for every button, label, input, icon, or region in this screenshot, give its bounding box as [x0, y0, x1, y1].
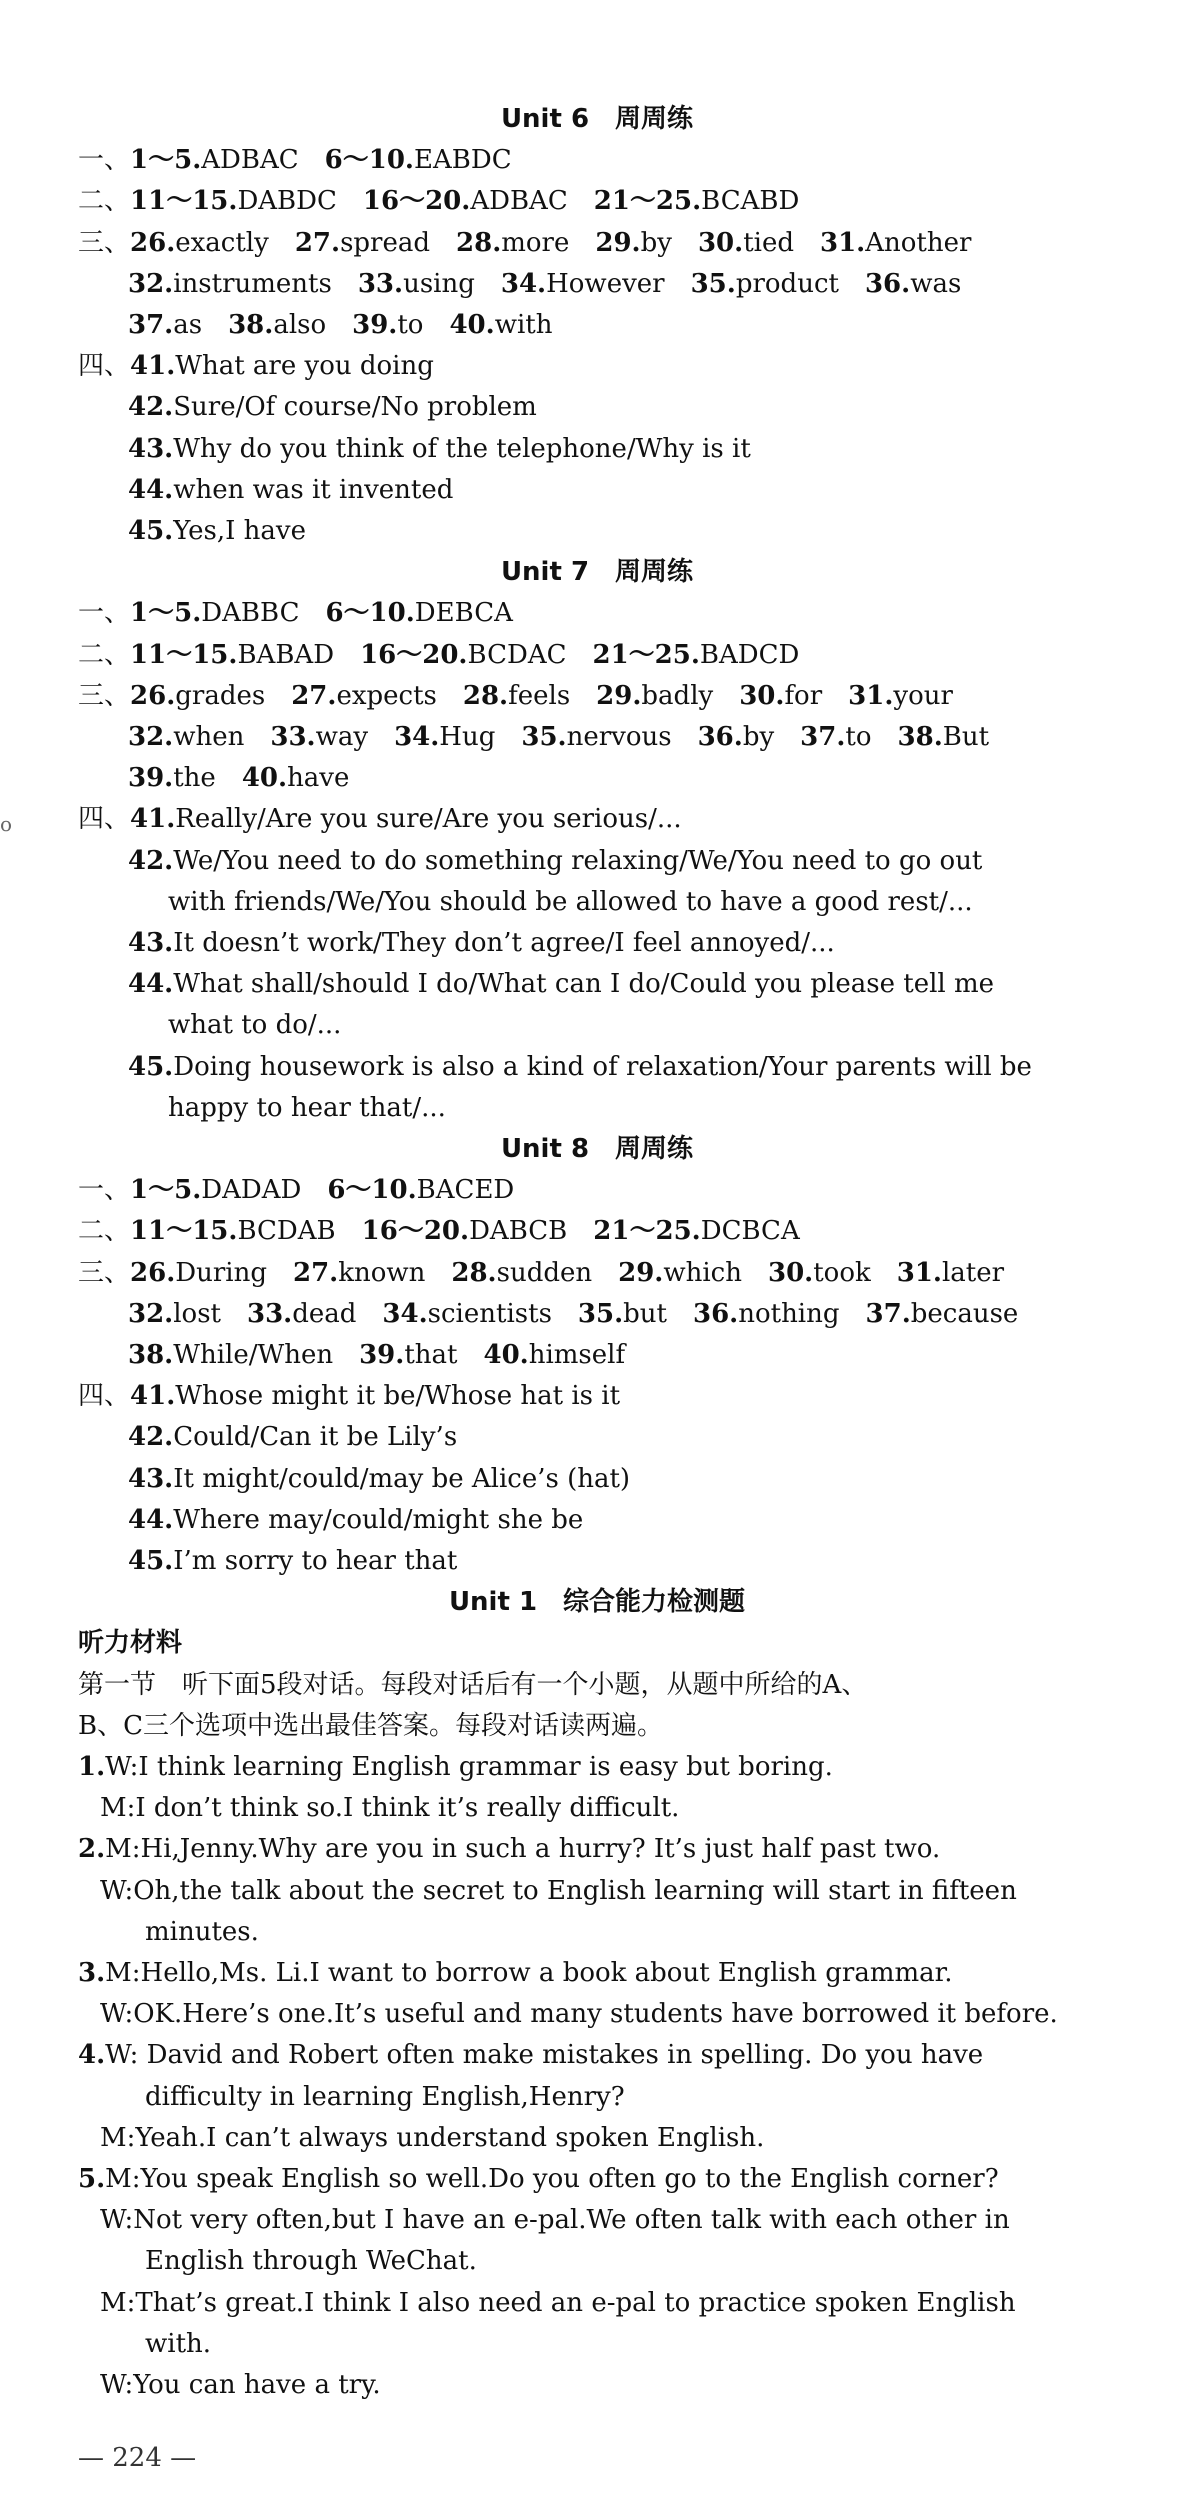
answer-text: which	[663, 1257, 742, 1288]
dialog-text: M:Hi,Jenny.Why are you in such a hurry? It’s just half past two.	[105, 1834, 941, 1865]
answer-line	[168, 1006, 341, 1044]
answer-line	[128, 306, 552, 344]
question-number: 44.	[128, 474, 174, 505]
answer-line	[168, 883, 973, 921]
answer-line	[78, 1212, 800, 1250]
question-number: 43.	[128, 433, 174, 464]
question-number: 38.	[897, 722, 943, 752]
answer-text: Really/Are you sure/Are you serious/...	[175, 804, 682, 835]
question-number: 45.	[128, 1546, 174, 1576]
question-number: 45.	[128, 516, 174, 546]
dialog-line	[78, 2160, 999, 2198]
question-number: 26.	[130, 680, 176, 711]
answer-text: badly	[641, 680, 714, 711]
question-number: 28.	[456, 227, 502, 258]
intro-line: 第一节 听下面5段对话。每段对话后有一个小题，从题中所给的A、	[78, 1669, 868, 1700]
answer-text: BABAD	[237, 639, 335, 670]
question-number: 33.	[357, 268, 404, 299]
question-number: 43.	[128, 1463, 174, 1494]
answer-text: because	[910, 1298, 1019, 1329]
answer-text: instruments	[173, 268, 332, 299]
question-number: 1～5.	[130, 145, 202, 176]
dialog-line	[100, 2366, 381, 2404]
question-number: 2.	[78, 1834, 106, 1865]
question-number: 44.	[128, 1504, 174, 1535]
question-number: 39.	[359, 1340, 405, 1370]
answer-line	[128, 924, 835, 962]
answer-text: tied	[743, 227, 794, 258]
answer-line	[128, 1501, 583, 1539]
answer-text: Yes,I have	[173, 516, 306, 546]
answer-text: Could/Can it be Lily’s	[173, 1422, 458, 1453]
answer-line	[78, 594, 513, 632]
answer-line	[78, 141, 512, 179]
dialog-text: W: David and Robert often make mistakes in spelling. Do you have	[105, 2040, 984, 2071]
dialog-line	[100, 2284, 1016, 2322]
section-prefix: 二、	[78, 639, 131, 670]
answer-text: However	[546, 268, 665, 299]
answer-text: nervous	[566, 722, 672, 752]
question-number: 32.	[128, 1298, 174, 1329]
answer-text: feels	[508, 680, 571, 711]
answer-text: himself	[528, 1340, 626, 1370]
answer-text: Why do you think of the telephone/Why is it	[173, 433, 751, 464]
question-number: 39.	[352, 310, 398, 340]
answer-line	[128, 1460, 630, 1498]
answer-text: DABBC	[201, 598, 300, 629]
answer-text: by	[640, 227, 672, 258]
answer-line	[78, 677, 953, 715]
section-prefix: 四、	[78, 351, 131, 382]
question-number: 6～10.	[325, 598, 415, 629]
answer-text: BACED	[416, 1175, 515, 1206]
answer-text: BCDAC	[467, 639, 567, 670]
question-number: 3.	[78, 1958, 106, 1988]
answer-line	[78, 800, 682, 838]
question-number: 40.	[449, 310, 495, 340]
answer-text: later	[941, 1257, 1005, 1288]
answer-text: Whose might it be/Whose hat is it	[175, 1381, 621, 1412]
section-prefix: 三、	[78, 1257, 131, 1288]
answer-text: BADCD	[699, 639, 800, 670]
answer-text: DADAD	[201, 1175, 302, 1206]
question-number: 34.	[500, 268, 547, 299]
question-number: 11～15.	[130, 186, 238, 217]
page-number: — 224 —	[78, 2443, 197, 2473]
answer-text: During	[175, 1257, 267, 1288]
dialog-line	[145, 2078, 625, 2116]
question-number: 1.	[78, 1752, 106, 1782]
answer-line	[78, 182, 799, 220]
dialog-line	[100, 2119, 764, 2157]
question-number: 39.	[128, 763, 174, 794]
section-prefix: 一、	[78, 1175, 131, 1206]
section-prefix: 二、	[78, 186, 131, 217]
question-number: 36.	[692, 1298, 739, 1329]
answer-text: lost	[173, 1298, 221, 1329]
dialog-text: with.	[145, 2328, 212, 2359]
question-number: 43.	[128, 928, 174, 958]
intro-line: B、C三个选项中选出最佳答案。每段对话读两遍。	[78, 1710, 664, 1741]
question-number: 1～5.	[130, 1175, 202, 1206]
question-number: 31.	[848, 680, 894, 711]
dialog-text: M:I don’t think so.I think it’s really difficult.	[100, 1793, 680, 1824]
answer-line	[128, 965, 994, 1003]
answer-text: I’m sorry to hear that	[173, 1546, 458, 1576]
question-number: 35.	[521, 722, 567, 752]
answer-text: dead	[292, 1298, 357, 1329]
dialog-line	[100, 1789, 679, 1827]
question-number: 40.	[241, 763, 288, 794]
question-number: 21～25.	[593, 1216, 701, 1247]
answer-text: DEBCA	[414, 598, 513, 629]
answer-line	[128, 512, 306, 550]
question-number: 41.	[130, 1381, 176, 1412]
question-number: 36.	[697, 722, 743, 752]
question-number: 34.	[382, 1298, 428, 1329]
question-number: 30.	[767, 1257, 814, 1288]
answer-text: Hug	[439, 722, 496, 752]
question-number: 42.	[128, 1422, 174, 1453]
question-number: 41.	[130, 804, 176, 835]
section-prefix: 一、	[78, 598, 131, 629]
question-number: 5.	[78, 2164, 106, 2194]
question-number: 36.	[864, 268, 911, 299]
section-prefix: 三、	[78, 680, 131, 711]
dialog-line	[100, 1872, 1017, 1910]
dialog-text: W:Not very often,but I have an e-pal.We often talk with each other in	[100, 2205, 1010, 2236]
answer-line	[128, 1418, 457, 1456]
section-prefix: 三、	[78, 227, 131, 258]
section-prefix: 四、	[78, 804, 131, 835]
question-number: 40.	[483, 1340, 529, 1370]
question-number: 11～15.	[130, 1216, 238, 1247]
section-prefix: 一、	[78, 145, 131, 176]
question-number: 31.	[896, 1257, 942, 1288]
answer-text: BCABD	[701, 186, 800, 217]
dialog-text: M:You speak English so well.Do you often go to the English corner?	[105, 2164, 999, 2194]
answer-line	[128, 471, 453, 509]
question-number: 16～20.	[360, 639, 468, 670]
question-number: 28.	[451, 1257, 497, 1288]
question-number: 27.	[292, 1257, 339, 1288]
answer-text: but	[623, 1298, 667, 1329]
dialog-line	[78, 1954, 953, 1992]
question-number: 29.	[595, 227, 641, 258]
test-title: Unit 1 综合能力检测题	[448, 1587, 746, 1618]
answer-text: was	[910, 268, 962, 299]
question-number: 32.	[128, 722, 174, 752]
dialog-line	[145, 2242, 477, 2280]
answer-text: for	[784, 680, 823, 711]
dialog-text: W:Oh,the talk about the secret to English learning will start in fifteen	[100, 1875, 1017, 1906]
section-prefix: 四、	[78, 1381, 131, 1412]
answer-line	[168, 1089, 446, 1127]
answer-line	[128, 265, 961, 303]
question-number: 33.	[270, 722, 316, 752]
answer-text: DCBCA	[700, 1216, 800, 1247]
answer-text: to	[397, 310, 424, 340]
answer-text: sudden	[496, 1257, 593, 1288]
dialog-line	[100, 2201, 1010, 2239]
answer-line	[128, 1336, 625, 1374]
question-number: 21～25.	[593, 186, 702, 217]
question-number: 16～20.	[361, 1216, 470, 1247]
answer-text: While/When	[173, 1340, 334, 1370]
question-number: 33.	[247, 1298, 293, 1329]
dialog-text: English through WeChat.	[145, 2246, 477, 2277]
question-number: 29.	[596, 680, 642, 711]
question-number: 28.	[462, 680, 509, 711]
answer-line	[128, 1048, 1032, 1086]
question-number: 30.	[739, 680, 785, 711]
answer-line	[128, 430, 751, 468]
answer-text: DABCB	[469, 1216, 568, 1247]
answer-text: grades	[175, 680, 266, 711]
section-label: 听力材料	[78, 1628, 183, 1659]
question-number: 16～20.	[362, 186, 471, 217]
question-number: 35.	[577, 1298, 624, 1329]
answer-line	[78, 1171, 514, 1209]
answer-text: Doing housework is also a kind of relaxation/Your parents will be	[173, 1051, 1032, 1082]
question-number: 1～5.	[130, 598, 202, 629]
answer-text: spread	[340, 227, 431, 258]
answer-line	[78, 347, 434, 385]
question-number: 11～15.	[130, 639, 238, 670]
dialog-text: W:You can have a try.	[100, 2370, 381, 2400]
question-number: 42.	[128, 392, 174, 423]
answer-text: product	[735, 268, 839, 299]
question-number: 38.	[228, 310, 274, 340]
question-number: 44.	[128, 969, 174, 1000]
dialog-line	[78, 1748, 833, 1786]
answer-text: way	[315, 722, 369, 752]
question-number: 31.	[819, 227, 866, 258]
answer-text: your	[893, 680, 953, 711]
answer-line	[128, 388, 537, 426]
question-number: 42.	[128, 845, 174, 876]
dialog-line	[145, 2325, 211, 2363]
question-number: 27.	[294, 227, 341, 258]
answer-text: have	[287, 763, 350, 794]
question-number: 26.	[130, 227, 176, 258]
answer-line	[128, 718, 989, 756]
question-number: 27.	[291, 680, 337, 711]
dialog-line	[145, 1913, 259, 1951]
answer-text: took	[813, 1257, 871, 1288]
question-number: 41.	[130, 351, 176, 382]
answer-line	[78, 1377, 620, 1415]
section-prefix: 二、	[78, 1216, 131, 1247]
answer-text: It doesn’t work/They don’t agree/I feel annoyed/...	[173, 928, 835, 958]
dialog-text: M:Hello,Ms. Li.I want to borrow a book about English grammar.	[105, 1958, 953, 1988]
answer-text: We/You need to do something relaxing/We/You need to go out	[173, 845, 983, 876]
answer-text: nothing	[738, 1298, 840, 1329]
answer-text: that	[404, 1340, 458, 1370]
answer-text: EABDC	[413, 145, 512, 176]
question-number: 26.	[130, 1257, 176, 1288]
answer-line	[78, 636, 799, 674]
question-number: 35.	[690, 268, 736, 299]
answer-text: BCDAB	[237, 1216, 336, 1247]
answer-text: using	[403, 268, 475, 299]
question-number: 37.	[865, 1298, 911, 1329]
dialog-text: M:Yeah.I can’t always understand spoken English.	[100, 2122, 765, 2153]
answer-text: more	[501, 227, 570, 258]
question-number: 21～25.	[592, 639, 700, 670]
answer-text: when was it invented	[173, 474, 454, 505]
dialog-text: W:OK.Here’s one.It’s useful and many students have borrowed it before.	[100, 1999, 1058, 2030]
answer-text: DABDC	[237, 186, 337, 217]
answer-text: Where may/could/might she be	[173, 1504, 584, 1535]
answer-text: expects	[336, 680, 437, 711]
question-number: 29.	[618, 1257, 664, 1288]
question-number: 4.	[78, 2040, 106, 2071]
answer-text: as	[173, 310, 203, 340]
answer-text: with friends/We/You should be allowed to have a good rest/...	[168, 886, 973, 917]
dialog-text: difficulty in learning English,Henry?	[145, 2081, 625, 2112]
answer-line	[128, 1542, 457, 1580]
answer-text: What shall/should I do/What can I do/Could you please tell me	[173, 969, 995, 1000]
answer-text: also	[273, 310, 327, 340]
question-number: 37.	[128, 310, 174, 340]
answer-text: ADBAC	[201, 145, 299, 176]
answer-line	[78, 1254, 1004, 1292]
question-number: 30.	[697, 227, 744, 258]
answer-text: happy to hear that/...	[168, 1092, 446, 1123]
question-number: 6～10.	[324, 145, 414, 176]
answer-text: by	[742, 722, 775, 752]
dialog-line	[100, 1995, 1058, 2033]
dialog-line	[78, 2036, 983, 2074]
answer-text: known	[338, 1257, 426, 1288]
dialog-text: M:That’s great.I think I also need an e-pal to practice spoken English	[100, 2287, 1016, 2318]
question-number: 34.	[394, 722, 440, 752]
answer-text: It might/could/may be Alice’s (hat)	[173, 1463, 631, 1494]
dialog-line	[78, 1830, 940, 1868]
answer-text: Another	[865, 227, 972, 258]
unit-title: Unit 6 周周练	[500, 104, 694, 134]
answer-text: scientists	[427, 1298, 552, 1329]
margin-mark: o	[0, 812, 13, 836]
answer-text: ADBAC	[470, 186, 568, 217]
question-number: 6～10.	[327, 1175, 417, 1206]
dialog-text: W:I think learning English grammar is easy but boring.	[105, 1752, 833, 1782]
answer-text: the	[173, 763, 216, 794]
question-number: 32.	[128, 268, 174, 299]
unit-title: Unit 8 周周练	[500, 1134, 694, 1164]
question-number: 37.	[800, 722, 846, 752]
question-number: 45.	[128, 1051, 174, 1082]
answer-text: exactly	[175, 227, 269, 258]
answer-text: Sure/Of course/No problem	[173, 392, 537, 423]
answer-text: to	[845, 722, 872, 752]
answer-text: with	[494, 310, 553, 340]
answer-line	[128, 1295, 1018, 1333]
answer-text: What are you doing	[175, 351, 434, 382]
answer-text: what to do/...	[168, 1010, 342, 1041]
answer-line	[128, 759, 349, 797]
unit-title: Unit 7 周周练	[500, 557, 694, 588]
dialog-text: minutes.	[145, 1916, 259, 1947]
answer-text: But	[942, 722, 990, 752]
answer-text: when	[173, 722, 245, 752]
answer-line	[78, 224, 971, 262]
question-number: 38.	[128, 1340, 174, 1370]
answer-line	[128, 842, 982, 880]
